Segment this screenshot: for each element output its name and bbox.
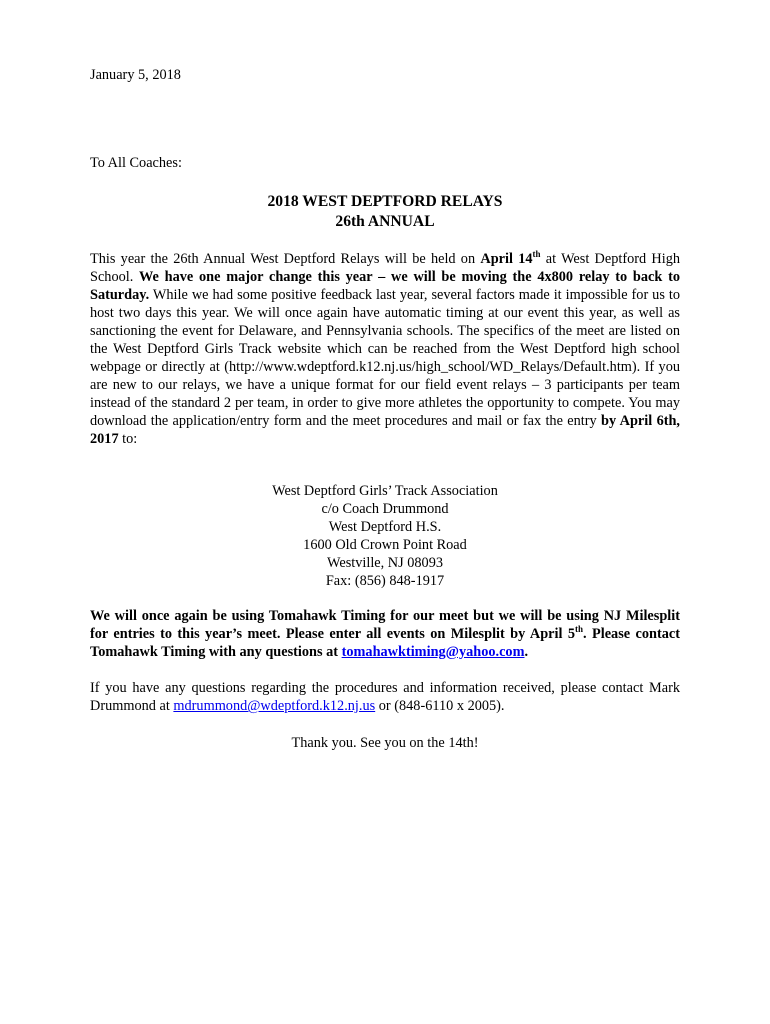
intro-text-3: While we had some positive feedback last year, several factors made it impossible for us to host two days this year. We will once again have automatic timing at our event this year, as well as sanctioning the event for Delaware, and Pennsylvania schools. The specifics of the meet are listed on the West Deptford Girls Track website which can be reached from the West Deptford high school webpage or directly at (http://www.wdeptford.k12.nj.us/high_school/WD_Relays/Default.htm). If you are new to our relays, we have a unique format for our field event relays – 3 participants per team instead of the standard 2 per team, in order to give more athletes the opportunity to compete. You may download the application/entry form and the meet procedures and mail or fax the entry: [90, 287, 680, 429]
timing-text-2: . Please contact Tomahawk Timing with any questions at: [90, 626, 680, 660]
intro-text-1: This year the 26th Annual West Deptford Relays will be held on: [90, 251, 481, 267]
entry-deadline: by April 6th, 2017: [90, 413, 680, 447]
timing-sup: th: [575, 624, 584, 635]
closing-line: Thank you. See you on the 14th!: [291, 735, 479, 751]
intro-paragraph: [90, 250, 680, 448]
fax-number: Fax: (856) 848-1917: [325, 573, 445, 589]
letter-title: [90, 192, 680, 232]
intro-text-4: to:: [118, 431, 138, 447]
address-line-3: West Deptford H.S.: [328, 519, 442, 535]
address-line-4: 1600 Old Crown Point Road: [303, 537, 467, 553]
timing-text-1: We will once again be using Tomahawk Timing for our meet but we will be using NJ Milesplit for entries to this year’s meet. Please enter all events on Milesplit by April 5: [90, 608, 680, 642]
intro-text-2: at West Deptford High School.: [90, 251, 681, 285]
title-line-1: 2018 WEST DEPTFORD RELAYS: [267, 193, 503, 210]
contact-text-2: or (848-6110 x 2005).: [375, 698, 505, 714]
drummond-email-link[interactable]: mdrummond@wdeptford.k12.nj.us: [173, 698, 376, 714]
major-change-notice: We have one major change this year – we will be moving the 4x800 relay to back to Saturday.: [90, 269, 680, 303]
mailing-address: [90, 482, 680, 590]
address-line-2: c/o Coach Drummond: [321, 501, 449, 517]
salutation: To All Coaches:: [90, 155, 182, 171]
timing-paragraph: [90, 607, 680, 661]
tomahawk-email-link[interactable]: tomahawktiming@yahoo.com: [341, 644, 525, 660]
title-line-2: 26th ANNUAL: [335, 213, 435, 230]
contact-text-1: If you have any questions regarding the procedures and information received, please contact Mark Drummond at: [90, 680, 680, 714]
event-date: April 14th: [480, 249, 541, 267]
address-line-1: West Deptford Girls’ Track Association: [272, 483, 498, 499]
contact-paragraph: [90, 679, 680, 715]
letter-date: January 5, 2018: [90, 67, 181, 83]
address-line-5: Westville, NJ 08093: [327, 555, 443, 571]
timing-text-3: .: [524, 644, 529, 660]
